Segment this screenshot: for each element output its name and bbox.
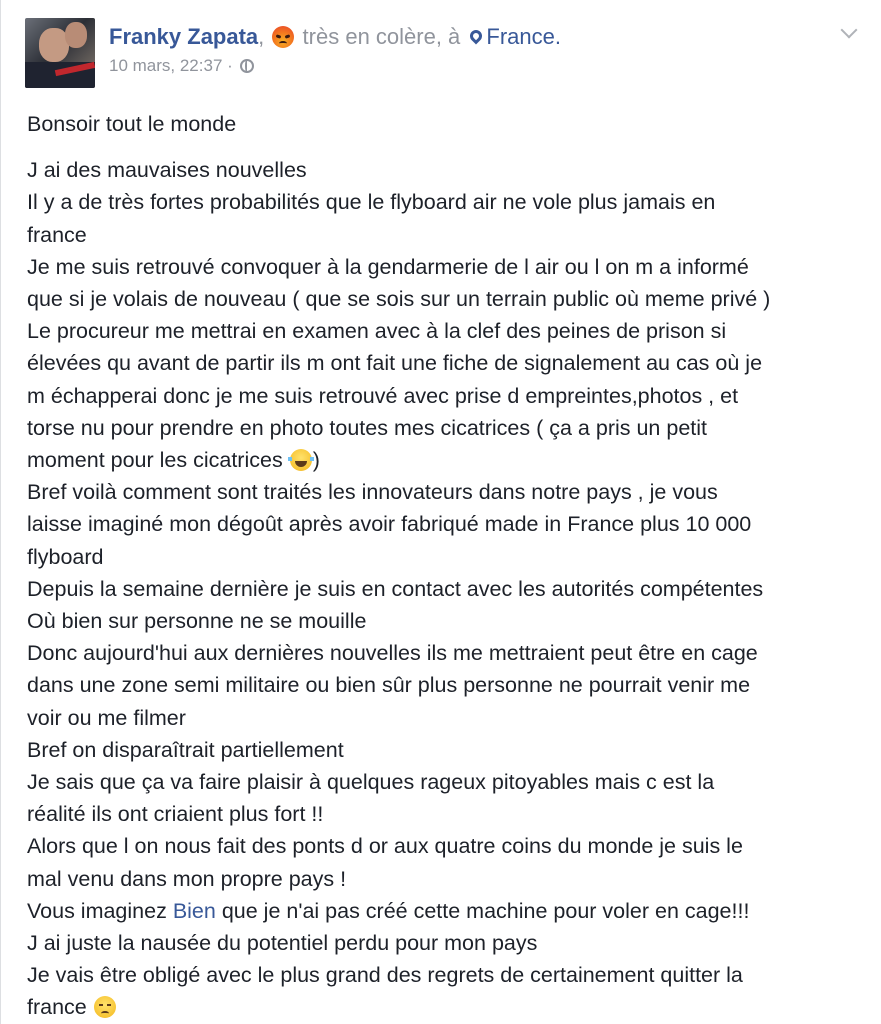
post-line [27,444,857,476]
post-line [27,895,857,927]
hashtag-link[interactable]: Bien [172,898,216,923]
post-line: Bref on disparaîtrait partiellement [27,737,344,762]
post-line: Bref voilà comment sont traités les innovateurs dans notre pays , je vous [27,480,718,505]
location-pin-icon [468,28,485,45]
meta-dot: · [227,56,233,75]
post-meta [109,22,561,78]
post-line: élevées qu avant de partir ils m ont fait une fiche de signalement au cas où je [27,351,763,376]
title-separator: , [258,24,265,49]
post-line [27,991,857,1023]
post-line: J ai juste la nausée du potentiel perdu pour mon pays [27,931,538,956]
post-line: Je vais être obligé avec le plus grand des regrets de certainement quitter la [27,963,743,988]
post-line: Je sais que ça va faire plaisir à quelques rageux pitoyables mais c est la [27,770,715,795]
post-line-text: france [27,995,93,1020]
post-line: J ai des mauvaises nouvelles [27,158,307,183]
post-line: flyboard [27,544,104,569]
avatar-face-secondary [65,22,87,48]
post-timestamp-link[interactable]: 10 mars, 22:37 [109,56,223,75]
post-line: m échapperai donc je me suis retrouvé avec prise d empreintes,photos , et [27,383,739,408]
post-subtitle [109,54,561,78]
post-body [27,108,857,1024]
author-name-link[interactable]: Franky Zapata [109,24,259,49]
post-line-text: moment pour les cicatrices [27,448,289,473]
post-line: Le procureur me mettrai en examen avec à la clef des peines de prison si [27,319,727,344]
post-greeting: Bonsoir tout le monde [27,112,237,136]
post-line: que si je volais de nouveau ( que se sois sur un terrain public où meme privé ) [27,287,771,312]
post-line-text: ) [312,448,320,473]
post-line: Où bien sur personne ne se mouille [27,609,367,634]
post-line: laisse imaginé mon dégoût après avoir fabriqué made in France plus 10 000 [27,512,752,537]
post-line: Il y a de très fortes probabilités que le flyboard air ne vole plus jamais en [27,190,716,215]
angry-face-icon [272,26,294,48]
post-line: réalité ils ont criaient plus fort !! [27,802,324,827]
author-avatar[interactable] [25,18,95,88]
post-line: Donc aujourd'hui aux dernières nouvelles ils me mettraient peut être en cage [27,641,758,666]
post-title-line [109,22,561,52]
post-line: torse nu pour prendre en photo toutes mes cicatrices ( ça a pris un petit [27,415,708,440]
tears-of-joy-emoji-icon [290,449,312,471]
post-line: mal venu dans mon propre pays ! [27,866,347,891]
disappointed-face-emoji-icon [94,996,116,1018]
post-line: Je me suis retrouvé convoquer à la gendarmerie de l air ou l on m a informé [27,254,749,279]
location-link[interactable]: France. [486,24,562,49]
post-line-text: Vous imaginez [27,898,173,923]
chevron-down-icon[interactable] [841,22,858,39]
post-line-text: que je n'ai pas créé cette machine pour voler en cage!!! [215,898,750,923]
post-line: france [27,222,87,247]
globe-icon[interactable] [240,59,254,73]
post-line: voir ou me filmer [27,705,186,730]
post-line: Alors que l on nous fait des ponts d or aux quatre coins du monde je suis le [27,834,743,859]
post-header [25,18,561,88]
feeling-text: très en colère, à [302,24,461,49]
post-line: dans une zone semi militaire ou bien sûr plus personne ne pourrait venir me [27,673,751,698]
post-line: Depuis la semaine dernière je suis en contact avec les autorités compétentes [27,576,764,601]
